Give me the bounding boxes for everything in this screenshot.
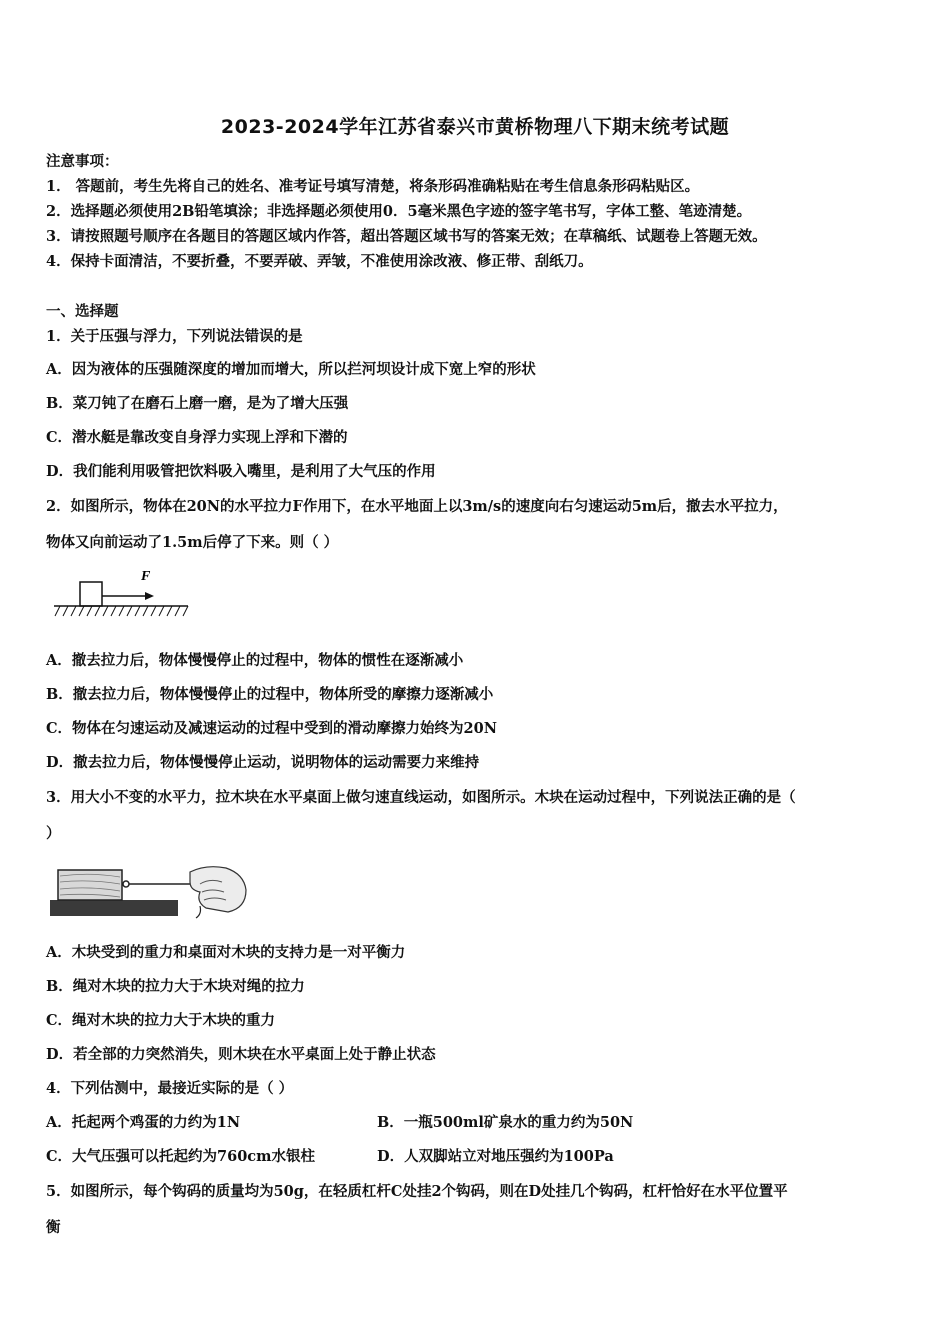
q2-option-c: C．物体在匀速运动及减速运动的过程中受到的滑动摩擦力始终为20N bbox=[46, 720, 497, 737]
section-heading: 一、选择题 bbox=[46, 303, 119, 320]
notice-item-3: 3．请按照题号顺序在各题目的答题区域内作答，超出答题区域书写的答案无效；在草稿纸、试题卷上答题无效。 bbox=[46, 228, 767, 245]
q3-option-d: D．若全部的力突然消失，则木块在水平桌面上处于静止状态 bbox=[46, 1046, 436, 1063]
q2-force-diagram bbox=[52, 566, 192, 630]
q3-option-c: C．绳对木块的拉力大于木块的重力 bbox=[46, 1012, 276, 1029]
q3-block-diagram bbox=[50, 862, 248, 920]
q4-option-b: B．一瓶500ml矿泉水的重力约为50N bbox=[377, 1114, 634, 1131]
q4-option-d: D．人双脚站立对地压强约为100Pa bbox=[377, 1148, 614, 1165]
notice-heading: 注意事项： bbox=[46, 153, 119, 170]
q4-option-c: C．大气压强可以托起约为760cm水银柱 bbox=[46, 1148, 315, 1165]
q2-option-a: A．撤去拉力后，物体慢慢停止的过程中，物体的惯性在逐渐减小 bbox=[46, 652, 464, 669]
q3-stem-line1: 3．用大小不变的水平力，拉木块在水平桌面上做匀速直线运动，如图所示。木块在运动过程中，下列说法正确的是（ bbox=[46, 789, 796, 806]
hook bbox=[123, 881, 129, 887]
q3-stem-line2: ） bbox=[46, 825, 61, 842]
rope-tail bbox=[196, 906, 201, 918]
q3-option-b: B．绳对木块的拉力大于木块对绳的拉力 bbox=[46, 978, 305, 995]
force-arrow-head bbox=[145, 592, 154, 600]
q2-stem-line1: 2．如图所示，物体在20N的水平拉力F作用下，在水平地面上以3m/s的速度向右匀速运动5m后，撤去水平拉力， bbox=[46, 498, 788, 515]
q2-stem-line2: 物体又向前运动了1.5m后停了下来。则（ ） bbox=[46, 534, 339, 551]
q5-stem-line1: 5．如图所示，每个钩码的质量均为50g，在轻质杠杆C处挂2个钩码，则在D处挂几个钩码，杠杆恰好在水平位置平 bbox=[46, 1183, 788, 1200]
q2-option-d: D．撤去拉力后，物体慢慢停止运动，说明物体的运动需要力来维持 bbox=[46, 754, 480, 771]
q2-option-b: B．撤去拉力后，物体慢慢停止的过程中，物体所受的摩擦力逐渐减小 bbox=[46, 686, 494, 703]
q4-option-a: A．托起两个鸡蛋的力约为1N bbox=[46, 1114, 241, 1131]
q3-option-a: A．木块受到的重力和桌面对木块的支持力是一对平衡力 bbox=[46, 944, 406, 961]
q1-option-d: D．我们能利用吸管把饮料吸入嘴里，是利用了大气压的作用 bbox=[46, 463, 436, 480]
notice-item-2: 2．选择题必须使用2B铅笔填涂；非选择题必须使用0．5毫米黑色字迹的签字笔书写，字体工整、笔迹清楚。 bbox=[46, 203, 752, 220]
page-title: 2023-2024学年江苏省泰兴市黄桥物理八下期末统考试题 bbox=[220, 116, 730, 138]
ground-hatching bbox=[55, 606, 188, 616]
table-surface bbox=[50, 900, 178, 916]
force-label: F bbox=[141, 569, 151, 584]
q1-option-b: B．菜刀钝了在磨石上磨一磨，是为了增大压强 bbox=[46, 395, 349, 412]
block-shape bbox=[80, 582, 102, 606]
notice-item-4: 4．保持卡面清洁，不要折叠，不要弄破、弄皱，不准使用涂改液、修正带、刮纸刀。 bbox=[46, 253, 593, 270]
hand-shape bbox=[190, 867, 246, 912]
q5-stem-line2: 衡 bbox=[46, 1219, 61, 1236]
q1-stem: 1．关于压强与浮力，下列说法错误的是 bbox=[46, 328, 303, 345]
q1-option-c: C．潜水艇是靠改变自身浮力实现上浮和下潜的 bbox=[46, 429, 348, 446]
notice-item-1: 1． 答题前，考生先将自己的姓名、准考证号填写清楚，将条形码准确粘贴在考生信息条形码粘贴区。 bbox=[46, 178, 700, 195]
q1-option-a: A．因为液体的压强随深度的增加而增大，所以拦河坝设计成下宽上窄的形状 bbox=[46, 361, 536, 378]
q4-stem: 4．下列估测中，最接近实际的是（ ） bbox=[46, 1080, 294, 1097]
